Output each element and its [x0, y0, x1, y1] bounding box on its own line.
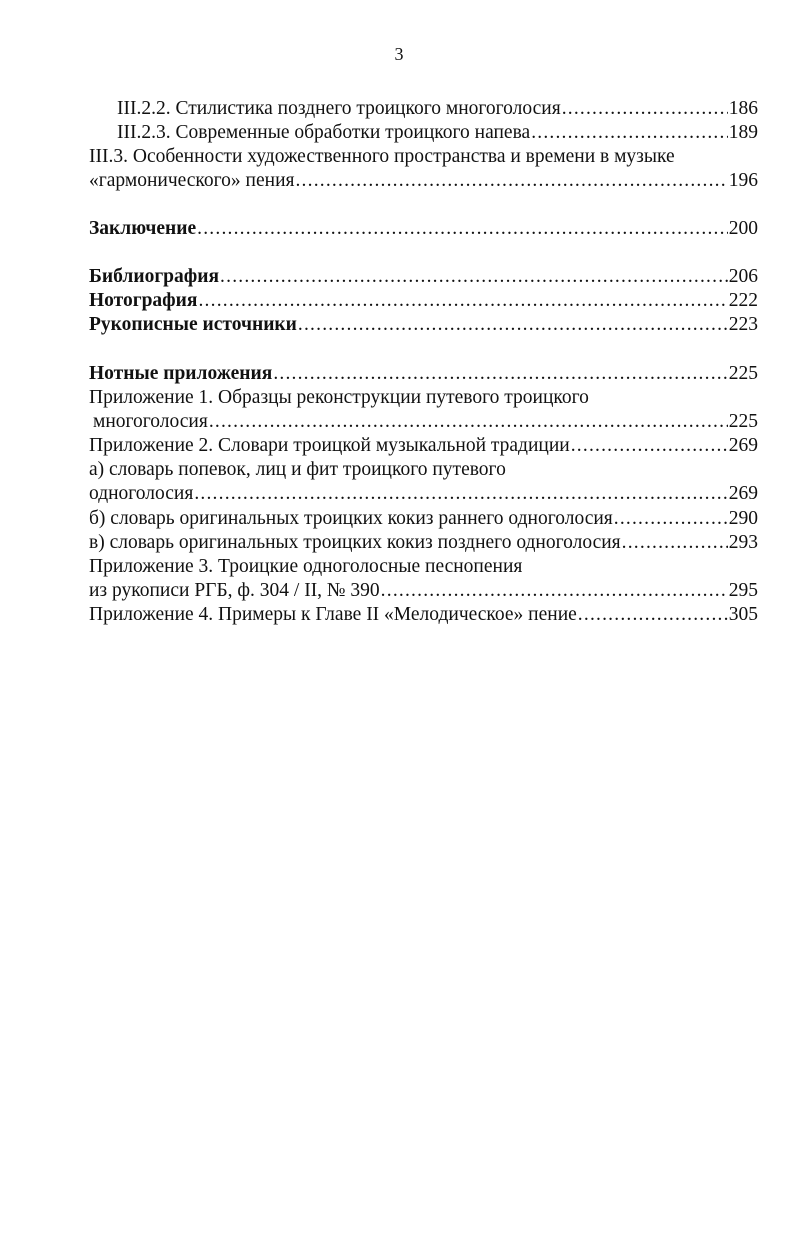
- toc-entry-appendix2: [89, 434, 758, 458]
- toc-entry-appendix1: [93, 410, 758, 434]
- toc-entry-page: 206: [728, 266, 758, 287]
- dot-leader: [614, 507, 728, 531]
- toc-entry-3-2-3: [117, 121, 758, 145]
- toc-entry-music-appendices: [89, 362, 758, 386]
- toc-entry-page: 290: [728, 508, 758, 529]
- toc-entry-page: 225: [728, 363, 758, 384]
- dot-leader: [622, 531, 728, 555]
- toc-entry-appendix1-line1: Приложение 1. Образцы реконструкции путевого троицкого: [89, 387, 589, 408]
- toc-entry-3-3: [89, 169, 758, 193]
- toc-entry-3-2-2: [117, 97, 758, 121]
- page-number: 3: [394, 44, 404, 64]
- dot-leader: [381, 579, 728, 603]
- toc-entry-page: 295: [728, 580, 758, 601]
- toc-entry-page: 293: [728, 532, 758, 553]
- dot-leader: [295, 169, 727, 193]
- toc-entry-page: 269: [728, 435, 758, 456]
- toc-entry-3-3-line1: III.3. Особенности художественного пространства и времени в музыке: [89, 146, 675, 167]
- toc-entry-appendix2c: [89, 531, 758, 555]
- toc-entry-page: 200: [728, 218, 758, 239]
- toc-entry-title: из рукописи РГБ, ф. 304 / II, № 390: [89, 580, 380, 601]
- toc-entry-title: «гармонического» пения: [89, 170, 295, 191]
- toc-entry-title: Рукописные источники: [89, 314, 297, 335]
- toc-entry-page: 196: [728, 170, 758, 191]
- toc-entry-page: 269: [728, 483, 758, 504]
- toc-entry-appendix3-line1: Приложение 3. Троицкие одноголосные песнопения: [89, 556, 523, 577]
- dot-leader: [578, 603, 728, 627]
- toc-entry-page: 305: [728, 604, 758, 625]
- dot-leader: [197, 217, 728, 241]
- toc-entry-page: 189: [728, 122, 758, 143]
- toc-entry-title: многоголосия: [93, 411, 208, 432]
- toc-entry-title: б) словарь оригинальных троицких кокиз раннего одноголосия: [89, 508, 613, 529]
- toc-entry-appendix2b: [89, 507, 758, 531]
- toc-entry-title: в) словарь оригинальных троицких кокиз позднего одноголосия: [89, 532, 621, 553]
- toc-entry-manuscripts: [89, 313, 758, 337]
- dot-leader: [571, 434, 728, 458]
- toc-entry-appendix2a-line1: а) словарь попевок, лиц и фит троицкого путевого: [89, 459, 506, 480]
- toc-entry-title: Приложение 4. Примеры к Главе II «Мелодическое» пение: [89, 604, 577, 625]
- toc-entry-appendix3: [89, 579, 758, 603]
- toc-entry-title: III.2.3. Современные обработки троицкого напева: [117, 122, 531, 143]
- toc-entry-title: Нотные приложения: [89, 363, 273, 384]
- toc-entry-title: III.2.2. Стилистика позднего троицкого многоголосия: [117, 98, 561, 119]
- toc-entry-page: 222: [728, 290, 758, 311]
- toc-entry-appendix2a: [89, 482, 758, 506]
- dot-leader: [562, 97, 728, 121]
- dot-leader: [298, 313, 728, 337]
- toc-entry-title: Библиография: [89, 266, 220, 287]
- toc-entry-title: Приложение 2. Словари троицкой музыкальной традиции: [89, 435, 570, 456]
- dot-leader: [220, 265, 728, 289]
- toc-entry-title: Заключение: [89, 218, 197, 239]
- toc-entry-appendix4: [89, 603, 758, 627]
- toc-entry-page: 186: [728, 98, 758, 119]
- toc-entry-page: 225: [728, 411, 758, 432]
- toc-entry-conclusion: [89, 217, 758, 241]
- dot-leader: [198, 289, 727, 313]
- toc-entry-title: одноголосия: [89, 483, 194, 504]
- toc-entry-title: Нотография: [89, 290, 198, 311]
- dot-leader: [531, 121, 728, 145]
- toc-entry-notography: [89, 289, 758, 313]
- dot-leader: [194, 482, 727, 506]
- toc-entry-page: 223: [728, 314, 758, 335]
- dot-leader: [273, 362, 727, 386]
- toc-entry-bibliography: [89, 265, 758, 289]
- dot-leader: [209, 410, 728, 434]
